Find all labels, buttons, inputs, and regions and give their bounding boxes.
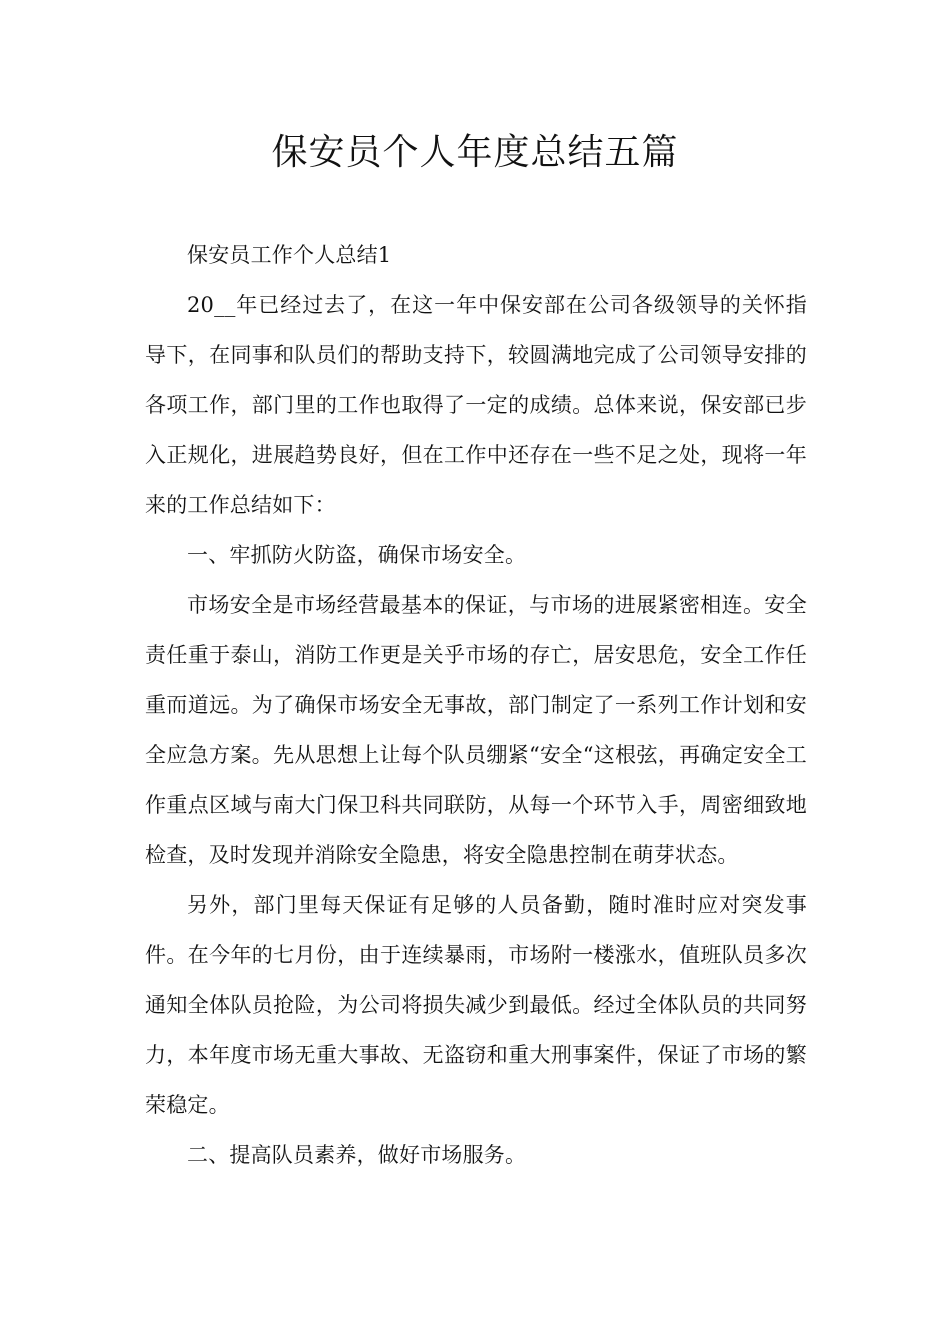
section-heading: 二、提高队员素养，做好市场服务。 (187, 1143, 527, 1167)
body-paragraph: 20__年已经过去了，在这一年中保安部在公司各级领导的关怀指导下，在同事和队员们的帮助支持下，较圆满地完成了公司领导安排的各项工作，部门里的工作也取得了一定的成绩。总体来说，保安部已步入正规化，进展趋势良好，但在工作中还存在一些不足之处，现将一年来的工作总结如下： (145, 293, 807, 517)
body-paragraph: 市场安全是市场经营最基本的保证，与市场的进展紧密相连。安全责任重于泰山，消防工作更是关乎市场的存亡，居安思危，安全工作任重而道远。为了确保市场安全无事故，部门制定了一系列工作计划和安全应急方案。先从思想上让每个队员绷紧“安全“这根弦，再确定安全工作重点区域与南大门保卫科共同联防，从每一个环节入手，周密细致地检查，及时发现并消除安全隐患，将安全隐患控制在萌芽状态。 (145, 593, 807, 867)
section-heading: 一、牢抓防火防盗，确保市场安全。 (187, 543, 527, 567)
section-heading: 保安员工作个人总结1 (187, 243, 392, 267)
document-title: 保安员个人年度总结五篇 (271, 132, 679, 173)
body-paragraph: 另外，部门里每天保证有足够的人员备勤，随时准时应对突发事件。在今年的七月份，由于连续暴雨，市场附一楼涨水，值班队员多次通知全体队员抢险，为公司将损失减少到最低。经过全体队员的共同努力，本年度市场无重大事故、无盗窃和重大刑事案件，保证了市场的繁荣稳定。 (145, 893, 807, 1117)
document-body (145, 230, 807, 1180)
